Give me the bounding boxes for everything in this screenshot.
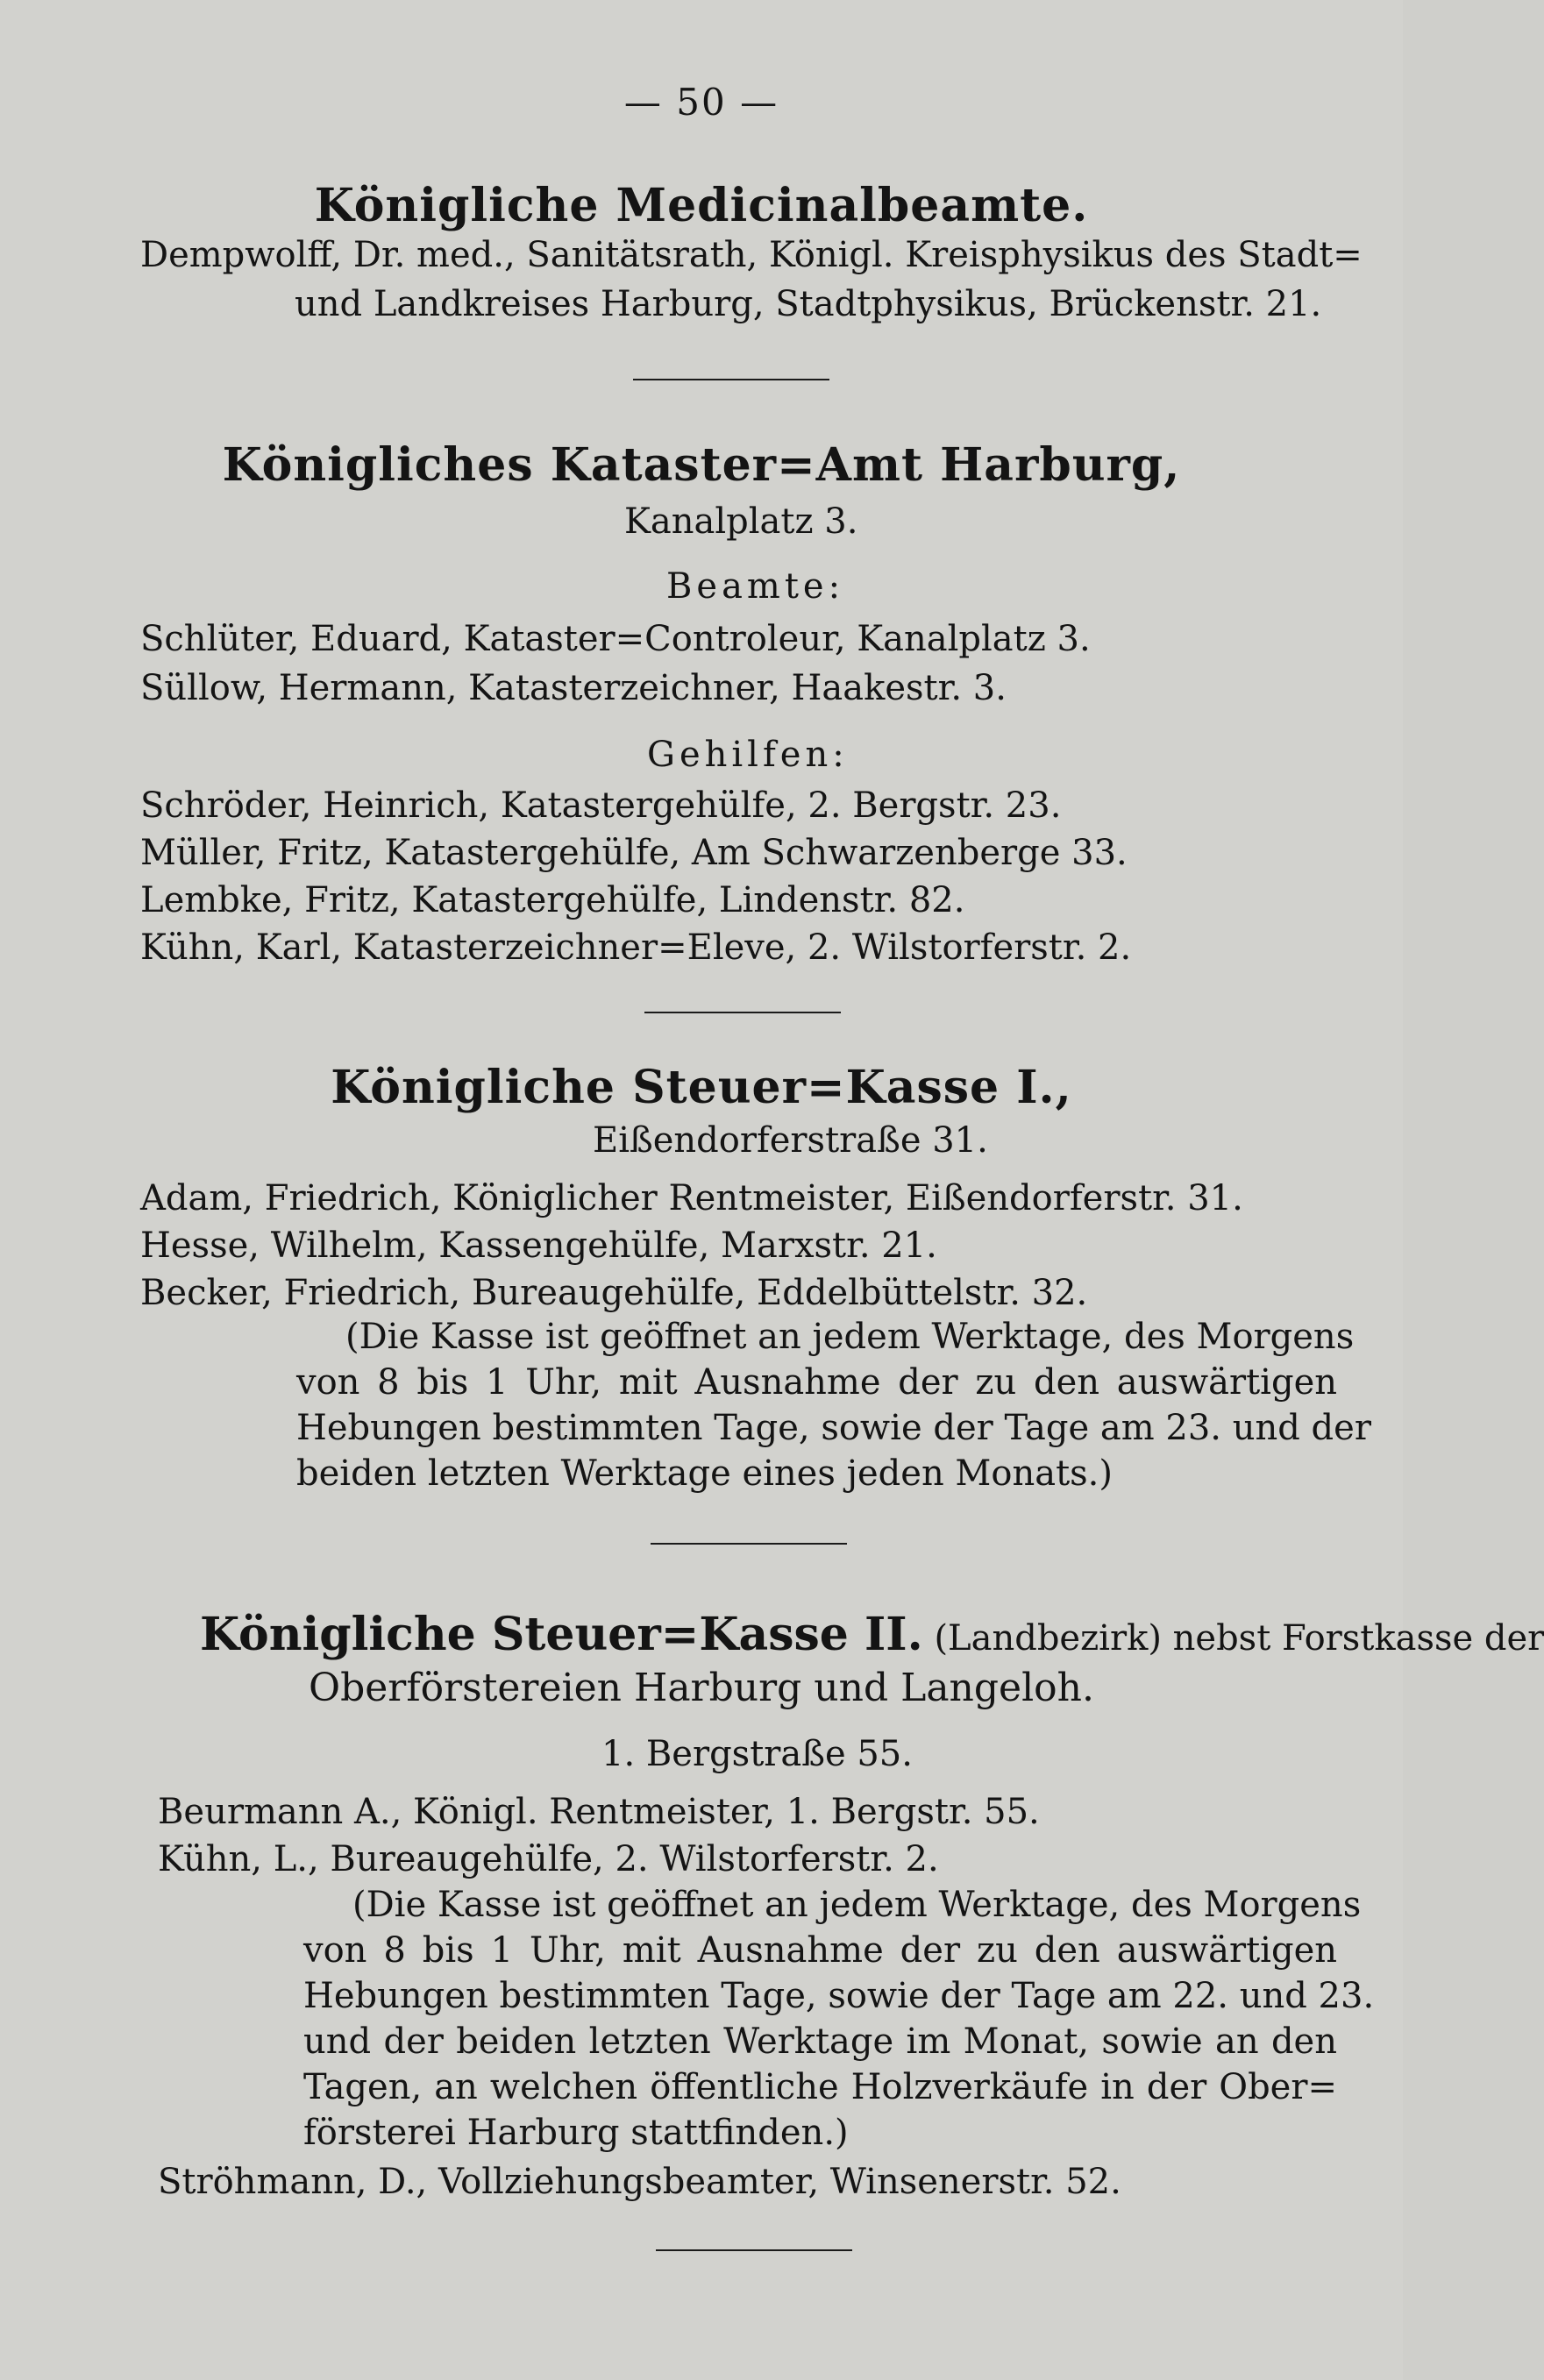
note-line: Hebungen bestimmten Tage, sowie der Tage am 23. und der [296, 1408, 1371, 1448]
list-item: Ströhmann, D., Vollziehungsbeamter, Winsenerstr. 52. [158, 2162, 1121, 2202]
separator-rule [644, 1012, 841, 1013]
section-title-kataster-amt: Königliches Kataster=Amt Harburg, [222, 438, 1181, 492]
note-line: (Die Kasse ist geöffnet an jedem Werktage, des Morgens [352, 1885, 1362, 1925]
note-line: und der beiden letzten Werktage im Monat, sowie an den [303, 2021, 1337, 2062]
section-title-rest: (Landbezirk) nebst Forstkasse der [934, 1618, 1544, 1659]
list-item: Beurmann A., Königl. Rentmeister, 1. Bergstr. 55. [158, 1792, 1040, 1832]
list-item: Becker, Friedrich, Bureaugehülfe, Eddelbüttelstr. 32. [140, 1273, 1088, 1313]
separator-rule [651, 1543, 847, 1545]
group-label-gehilfen: Gehilfen: [647, 735, 849, 775]
note-line: beiden letzten Werktage eines jeden Monats.) [296, 1453, 1113, 1494]
note-line: Hebungen bestimmten Tage, sowie der Tage am 22. und 23. [303, 1976, 1375, 2016]
text-line: und Landkreises Harburg, Stadtphysikus, Brückenstr. 21. [295, 284, 1322, 324]
section-title-steuer-kasse-2 [200, 1608, 1544, 1661]
list-item: Kühn, Karl, Katasterzeichner=Eleve, 2. Wilstorferstr. 2. [140, 927, 1132, 968]
separator-rule [656, 2249, 852, 2251]
section-subtitle: Oberförstereien Harburg und Langeloh. [309, 1666, 1094, 1710]
section-title-medicinalbeamte: Königliche Medicinalbeamte. [314, 179, 1089, 232]
list-item: Adam, Friedrich, Königlicher Rentmeister, Eißendorferstr. 31. [140, 1178, 1243, 1218]
list-item: Hesse, Wilhelm, Kassengehülfe, Marxstr. 21. [140, 1226, 937, 1266]
text-line: Dempwolff, Dr. med., Sanitätsrath, Königl. Kreisphysikus des Stadt= [140, 235, 1363, 275]
list-item: Schröder, Heinrich, Katastergehülfe, 2. Bergstr. 23. [140, 785, 1062, 826]
section-title-bold: Königliche Steuer=Kasse II. [200, 1608, 923, 1661]
note-line: von 8 bis 1 Uhr, mit Ausnahme der zu den auswärtigen [303, 1930, 1337, 1971]
note-line: Tagen, an welchen öffentliche Holzverkäufe in der Ober= [303, 2067, 1337, 2107]
group-label-beamte: Beamte: [666, 566, 845, 607]
list-item: Müller, Fritz, Katastergehülfe, Am Schwarzenberge 33. [140, 833, 1128, 873]
address-line: 1. Bergstraße 55. [601, 1734, 913, 1774]
separator-rule [633, 379, 829, 380]
list-item: Kühn, L., Bureaugehülfe, 2. Wilstorferstr. 2. [158, 1839, 939, 1879]
page-number: — 50 — [623, 81, 779, 124]
section-title-steuer-kasse-1: Königliche Steuer=Kasse I., [331, 1061, 1072, 1114]
list-item: Lembke, Fritz, Katastergehülfe, Lindenstr. 82. [140, 880, 965, 920]
list-item: Süllow, Hermann, Katasterzeichner, Haakestr. 3. [140, 668, 1007, 708]
list-item: Schlüter, Eduard, Kataster=Controleur, Kanalplatz 3. [140, 619, 1091, 659]
address-line: Eißendorferstraße 31. [593, 1120, 988, 1161]
note-line: försterei Harburg stattfinden.) [303, 2113, 849, 2153]
address-line: Kanalplatz 3. [624, 501, 858, 542]
note-line: (Die Kasse ist geöffnet an jedem Werktage, des Morgens [345, 1317, 1355, 1357]
note-line: von 8 bis 1 Uhr, mit Ausnahme der zu den auswärtigen [296, 1362, 1337, 1403]
